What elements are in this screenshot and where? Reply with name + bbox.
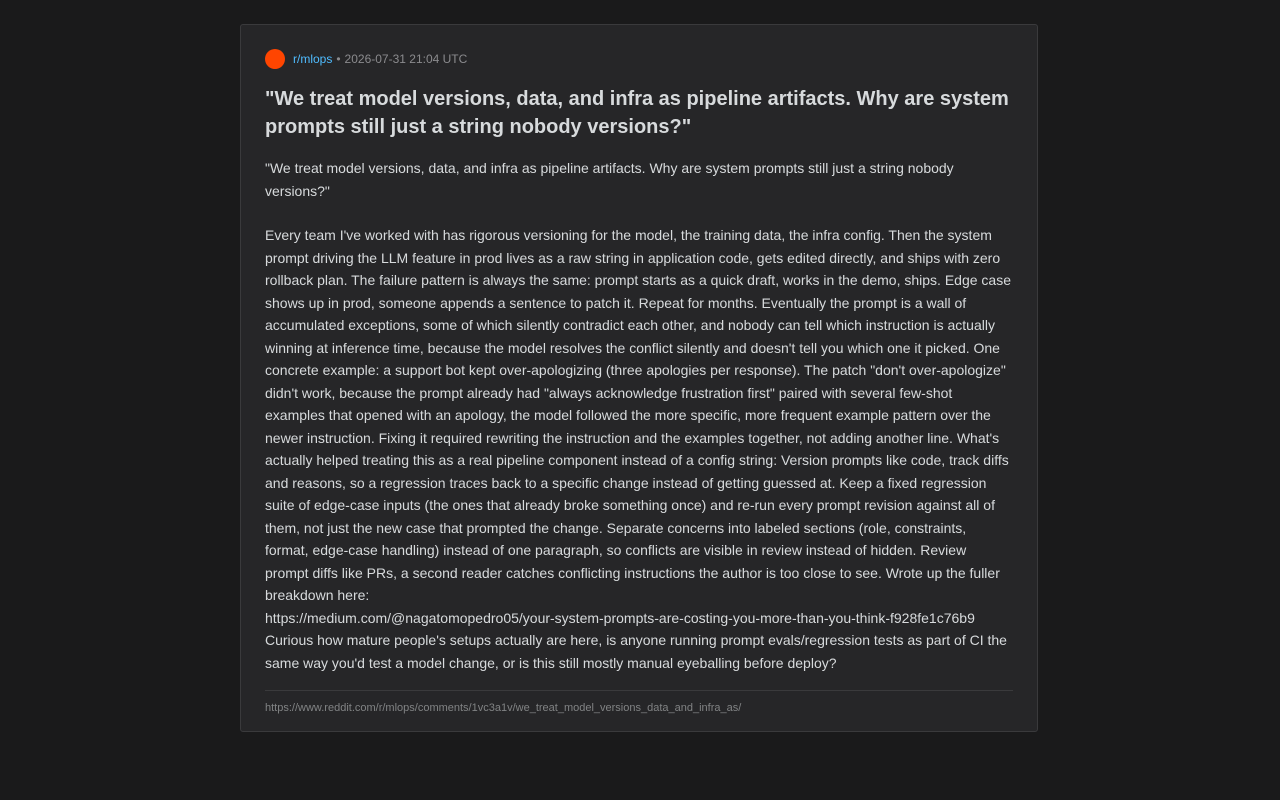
subreddit-avatar-icon[interactable] [265,49,285,69]
subreddit-link[interactable]: r/mlops [293,52,333,66]
post-permalink[interactable]: https://www.reddit.com/r/mlops/comments/1vc3a1v/we_treat_model_versions_data_and_infra_as/ [265,702,742,714]
post-body-main: Every team I've worked with has rigorous versioning for the model, the training data, the infra config. Then the system prompt driving the LLM feature in prod lives as a raw string in application code, gets edited directly, and ships with zero rollback plan. The failure pattern is always the same: prompt starts as a quick draft, works in the demo, ships. Edge case shows up in prod, someone appends a sentence to patch it. Repeat for months. Eventually the prompt is a wall of accumulated exceptions, some of which silently contradict each other, and nobody can tell which instruction is actually winning at inference time, because the model resolves the conflict silently and doesn't tell you which one it picked. One concrete example: a support bot kept over-apologizing (three apologies per response). The patch "don't over-apologize" didn't work, because the prompt already had "always acknowledge frustration first" paired with several few-shot examples that opened with an apology, the model followed the more specific, more frequent example pattern over the newer instruction. Fixing it required rewriting the instruction and the examples together, not adding another line. What's actually helped treating this as a real pipeline component instead of a config string: Version prompts like code, track diffs and reasons, so a regression traces back to a specific change instead of getting guessed at. Keep a fixed regression suite of edge-case inputs (the ones that already broke something once) and re-run every prompt revision against all of them, not just the new case that prompted the change. Separate concerns into labeled sections (role, constraints, format, edge-case handling) instead of one paragraph, so conflicts are visible in review instead of hidden. Review prompt diffs like PRs, a second reader catches conflicting instructions the author is too close to see. Wrote up the fuller breakdown here: [265,227,1011,603]
post-title[interactable]: "We treat model versions, data, and infra as pipeline artifacts. Why are system prompts still just a string nobody versions?" [265,88,1009,138]
post-body-closing: Curious how mature people's setups actually are here, is anyone running prompt evals/regression tests as part of CI the same way you'd test a model change, or is this still mostly manual eyeballing before deploy? [265,632,1007,671]
post-card [240,24,1038,732]
post-timestamp: 2026-07-31 21:04 UTC [344,52,468,66]
post-body [265,157,1013,674]
meta-separator: • [336,52,341,66]
post-footer [265,690,1013,714]
post-meta [265,48,1013,70]
post-body-link: https://medium.com/@nagatomopedro05/your-system-prompts-are-costing-you-more-than-you-think-f928fe1c76b9 [265,609,975,626]
post-body-lead: "We treat model versions, data, and infra as pipeline artifacts. Why are system prompts still just a string nobody versions?" [265,160,954,199]
